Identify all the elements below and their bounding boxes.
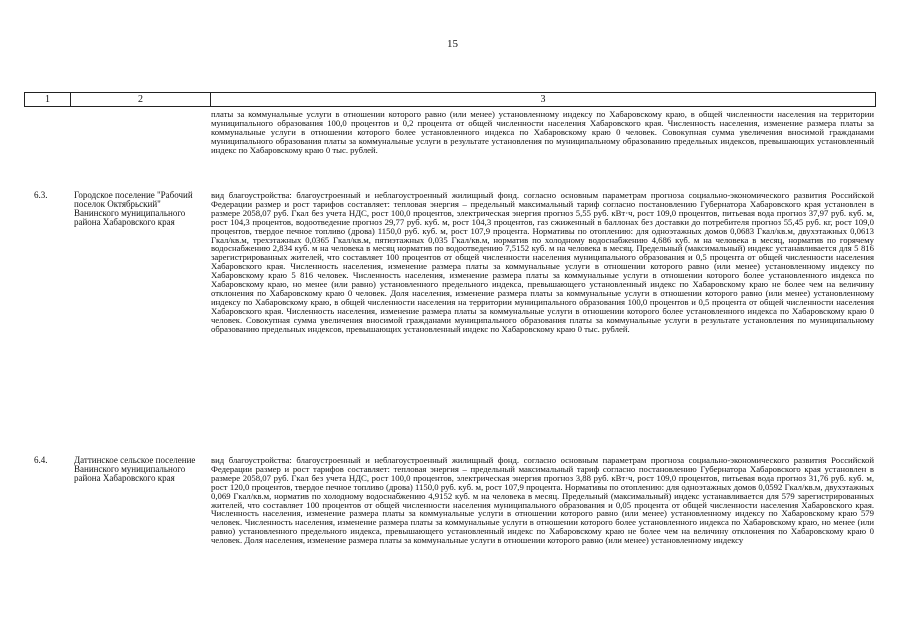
table-header-col-3: 3 xyxy=(210,93,876,106)
row-number-6-3: 6.3. xyxy=(34,190,48,200)
row-number-6-4: 6.4. xyxy=(34,455,48,465)
table-header-col-1: 1 xyxy=(24,93,70,106)
continuation-text: платы за коммунальные услуги в отношении которого равно (или менее) установленному индексу по Хабаровскому краю, в общей численности населения на территории муниципального образования 100,0 процентов и 0,2 процента от общей численности населения Хабаровского края. Численность населения, изменение размера платы за коммунальные услуги в отношении которого более установленного индекса по Хабаровскому краю 0 человек. Совокупная сумма увеличения вносимой гражданами муниципального образования платы за коммунальные услуги в результате установления по муниципальному образованию предельных индексов, превышающих установленный индекс по Хабаровскому краю 0 тыс. рублей. xyxy=(211,109,874,155)
row-text-6-3: вид благоустройства: благоустроенный и неблагоустроенный жилищный фонд. согласно основным параметрам прогноза социально-экономического развития Российской Федерации размер и рост тарифов составляет: тепловая энергия – предельный максимальный тариф согласно постановлению Губернатора Хабаровского края установлен в размере 2058,07 руб. Гкал без учета НДС, рост 100,0 процентов, электрическая энергия прогноз 5,55 руб. кВт·ч, рост 109,0 процентов, питьевая вода прогноз 37,97 руб. куб. м, рост 104,3 процентов, водоотведение прогноз 29,77 руб. куб. м, рост 104,3 процентов, газ сжиженный в баллонах без доставки до потребителя прогноз 55,45 руб. кг, рост 109,0 процентов, твердое печное топливо (дрова) 1150,0 руб. куб. м, рост 107,9 процента. Нормативы по отоплению: для одноэтажных домов 0,0683 Гкал/кв.м, двухэтажных 0,0613 Гкал/кв.м, трехэтажных 0,0365 Гкал/кв.м, пятиэтажных 0,035 Гкал/кв.м, норматив по холодному водоснабжению 4,686 куб. м на человека в месяц, норматив по горячему водоснабжению 2,834 куб. м на человека в месяц норматив по водоотведению 7,5152 куб. м на человека в месяц. Предельный (максимальный) индекс устанавливается для 5 816 зарегистрированных жителей, что составляет 100 процентов от общей численности населения муниципального образования и 0,5 процента от общей численности населения Хабаровского края. Численность населения, изменение размера платы за коммунальные услуги в отношении которого равно (или менее) установленному индексу по Хабаровскому краю 5 816 человек. Численность населения, изменение размера платы за коммунальные услуги в отношении которого более установленного индекса по Хабаровскому краю, но менее (или равно) установленного предельного индекса, превышающего установленный индекс по Хабаровскому краю не более чем на величину отклонения по Хабаровскому краю 0 человек. Доля населения, изменение размера платы за коммунальные услуги в отношении которого равно (или менее) установленному индексу по Хабаровскому краю, в общей численности населения на территории муниципального образования 100,0 процентов и 0,5 процента от общей численности населения Хабаровского края. Численность населения, изменение размера платы за коммунальные услуги в отношении которого более установленного индекса по Хабаровскому краю 0 человек. Совокупная сумма увеличения вносимой гражданами муниципального образования платы за коммунальные услуги в результате установления по муниципальному образованию предельных индексов, превышающих установленный индекс по Хабаровскому краю 0 тыс. рублей. xyxy=(211,190,874,334)
table-header-col-2: 2 xyxy=(70,93,210,106)
page-number: 15 xyxy=(447,38,458,50)
table-header xyxy=(24,92,876,107)
row-text-6-4: вид благоустройства: благоустроенный и неблагоустроенный жилищный фонд. согласно основным параметрам прогноза социально-экономического развития Российской Федерации размер и рост тарифов составляет: тепловая энергия – предельный максимальный тариф согласно постановлению Губернатора Хабаровского края установлен в размере 2058,07 руб. Гкал без учета НДС, рост 100,0 процентов, электрическая энергия прогноз 3,88 руб. кВт·ч, рост 109,0 процентов, питьевая вода прогноз 31,76 руб. куб. м, рост 120,0 процентов, твердое печное топливо (дрова) 1150,0 руб. куб. м, рост 107,9 процента. Нормативы по отоплению: для одноэтажных домов 0,0592 Гкал/кв.м, двухэтажных 0,069 Гкал/кв.м, норматив по холодному водоснабжению 4,9152 куб. м на человека в месяц. Предельный (максимальный) индекс устанавливается для 579 зарегистрированных жителей, что составляет 100 процентов от общей численности населения муниципального образования и 0,05 процента от общей численности населения Хабаровского края. Численность населения, изменение размера платы за коммунальные услуги в отношении которого равно (или менее) установленному индексу по Хабаровскому краю 579 человек. Численность населения, изменение размера платы за коммунальные услуги в отношении которого более установленного индекса по Хабаровскому краю, но менее (или равно) установленного предельного индекса, превышающего установленный индекс по Хабаровскому краю не более чем на величину отклонения по Хабаровскому краю 0 человек. Доля населения, изменение размера платы за коммунальные услуги в отношении которого равно (или менее) установленному индексу xyxy=(211,455,874,546)
row-name-6-4: Даттинское сельское поселение Ванинского муниципального района Хабаровского края xyxy=(74,455,196,483)
row-name-6-3: Городское поселение "Рабочий поселок Октябрьский" Ванинского муниципального района Хабаровского края xyxy=(74,190,193,227)
